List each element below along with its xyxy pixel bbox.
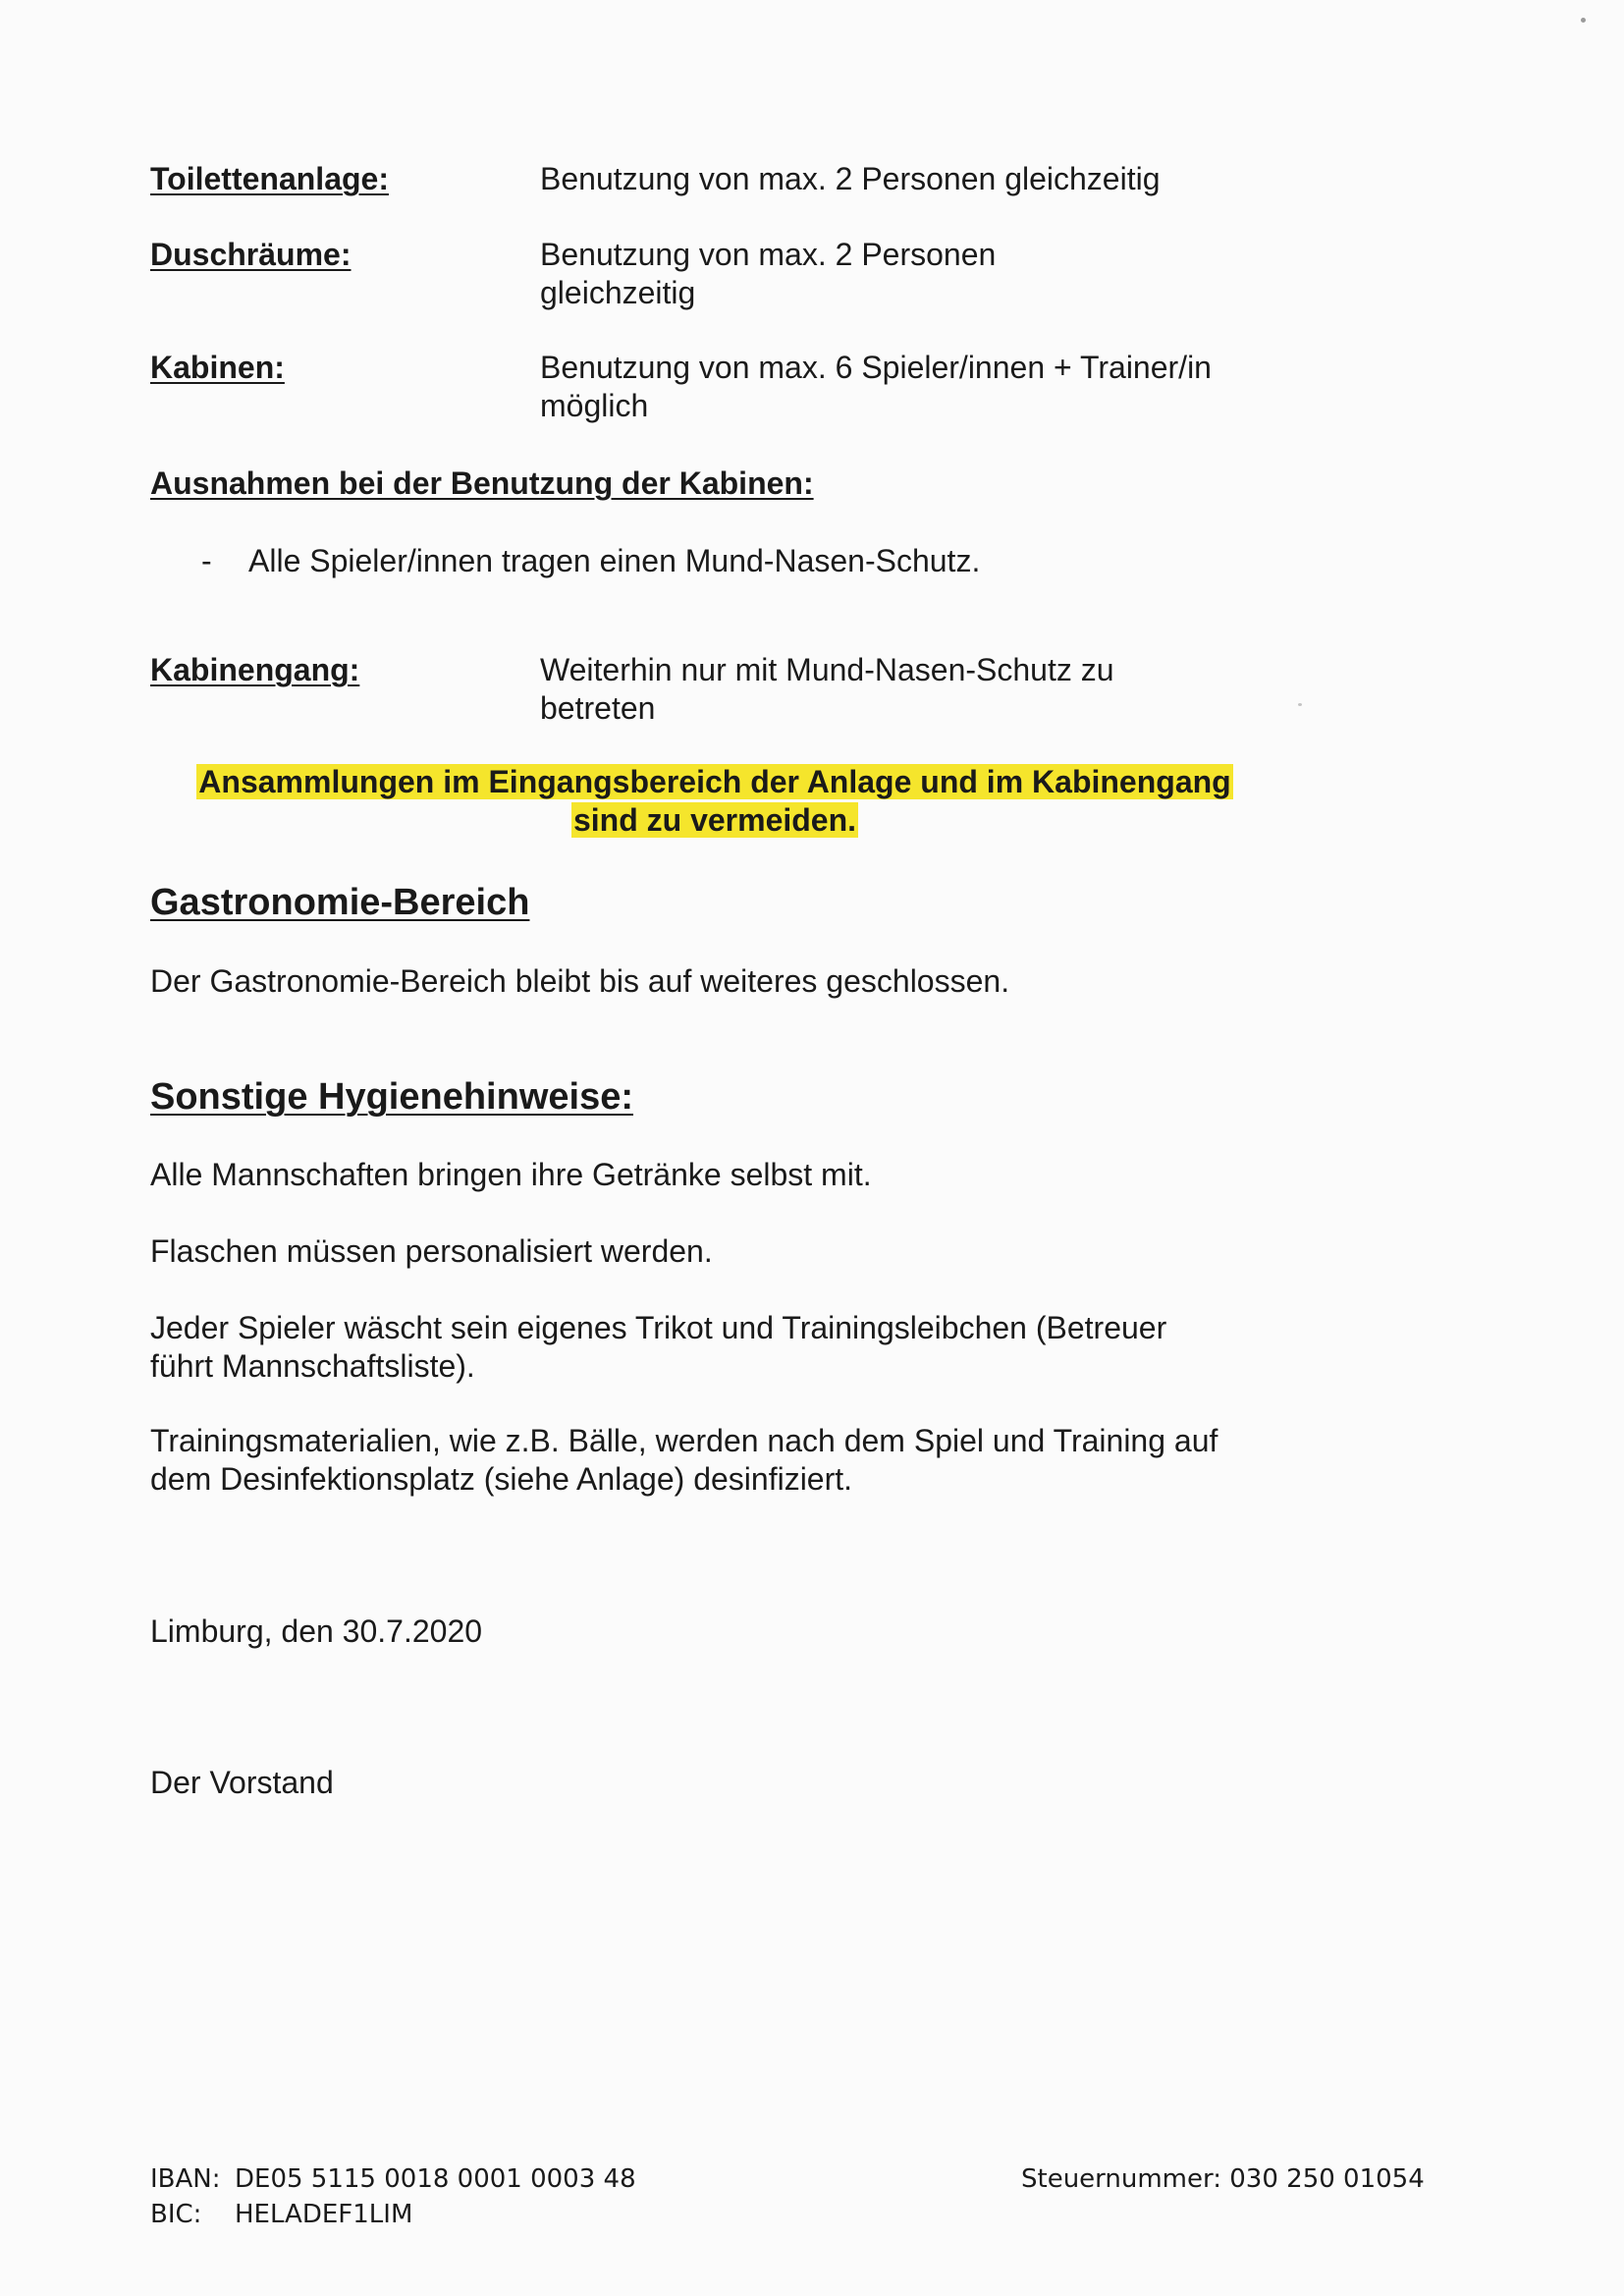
hygiene-paragraph: [150, 1309, 1309, 1386]
gastronomy-text: Der Gastronomie-Bereich bleibt bis auf weiteres geschlossen.: [150, 963, 1010, 999]
scan-speck: [1298, 703, 1302, 706]
highlighted-notice: [150, 763, 1279, 840]
facility-value-line: Weiterhin nur mit Mund-Nasen-Schutz zu: [540, 652, 1114, 687]
notice-line: sind zu vermeiden.: [572, 802, 857, 838]
facility-label: Duschräume:: [150, 237, 352, 272]
exceptions-heading: Ausnahmen bei der Benutzung der Kabinen:: [150, 465, 814, 501]
facility-value: [540, 349, 1286, 425]
bic-label: BIC:: [150, 2200, 202, 2229]
facility-label: Kabinengang:: [150, 652, 360, 687]
iban-line: [150, 2161, 636, 2197]
bank-details: [150, 2161, 636, 2232]
facility-value-line: gleichzeitig: [540, 275, 696, 310]
paragraph-line: Trainingsmaterialien, wie z.B. Bälle, werden nach dem Spiel und Training auf: [150, 1423, 1218, 1458]
scan-speck: [1581, 18, 1586, 23]
facility-label: Kabinen:: [150, 350, 285, 385]
bic-line: [150, 2197, 636, 2232]
facility-value-line: betreten: [540, 690, 656, 726]
facility-value-line: Benutzung von max. 2 Personen: [540, 237, 997, 272]
hygiene-paragraph: [150, 1232, 1309, 1271]
iban-value: DE05 5115 0018 0001 0003 48: [235, 2164, 636, 2194]
bic-value: HELADEF1LIM: [235, 2200, 413, 2229]
place-date: Limburg, den 30.7.2020: [150, 1613, 483, 1649]
tax-number: Steuernummer: 030 250 01054: [1021, 2164, 1425, 2194]
facility-value: [540, 236, 1286, 312]
paragraph-line: Flaschen müssen personalisiert werden.: [150, 1233, 713, 1269]
signature: Der Vorstand: [150, 1765, 334, 1800]
facility-value: [540, 160, 1286, 198]
facility-value-line: Benutzung von max. 6 Spieler/innen + Trainer/in: [540, 350, 1212, 385]
notice-line: Ansammlungen im Eingangsbereich der Anlage und im Kabinengang: [198, 764, 1231, 799]
iban-label: IBAN:: [150, 2164, 221, 2194]
bullet-text: Alle Spieler/innen tragen einen Mund-Nasen-Schutz.: [248, 543, 981, 578]
facility-value: [540, 651, 1286, 728]
facility-label: Toilettenanlage:: [150, 161, 389, 196]
paragraph-line: Jeder Spieler wäscht sein eigenes Trikot und Trainingsleibchen (Betreuer: [150, 1310, 1167, 1345]
paragraph-line: dem Desinfektionsplatz (siehe Anlage) desinfiziert.: [150, 1461, 853, 1497]
facility-value-line: möglich: [540, 388, 649, 423]
gastronomy-title: Gastronomie-Bereich: [150, 882, 530, 923]
bullet-marker: -: [201, 543, 212, 578]
hygiene-paragraph: [150, 1156, 1309, 1194]
paragraph-line: Alle Mannschaften bringen ihre Getränke selbst mit.: [150, 1157, 872, 1192]
paragraph-line: führt Mannschaftsliste).: [150, 1348, 475, 1384]
hygiene-title: Sonstige Hygienehinweise:: [150, 1076, 633, 1118]
hygiene-paragraph: [150, 1422, 1309, 1499]
facility-value-line: Benutzung von max. 2 Personen gleichzeitig: [540, 161, 1161, 196]
